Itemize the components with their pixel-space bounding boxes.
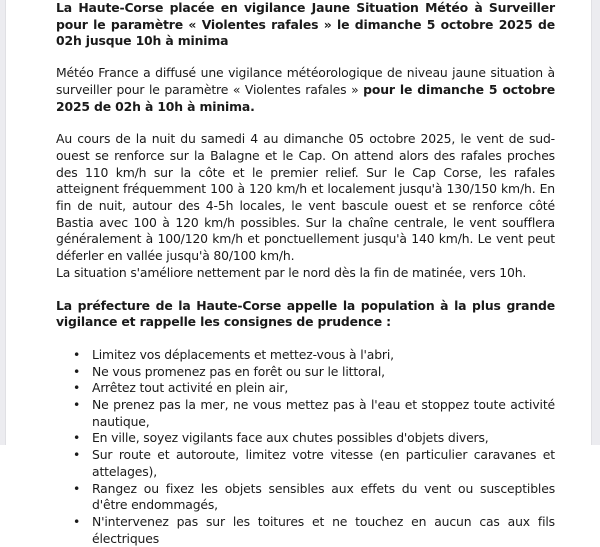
prefecture-appeal: La préfecture de la Haute-Corse appelle la population à la plus grande vigilance et rappelle les consignes de prudence : — [56, 297, 555, 330]
list-item — [56, 447, 555, 480]
bullet-icon: • — [73, 397, 81, 413]
bullet-icon: • — [73, 363, 81, 379]
list-item — [56, 380, 555, 397]
advice-list — [56, 347, 555, 547]
advice-text: N'intervenez pas sur les toitures et ne touchez en aucun cas aux fils électriques — [92, 513, 555, 546]
advice-text: Rangez ou fixez les objets sensibles aux effets du vent ou susceptibles d'être endommagés, — [92, 480, 555, 513]
list-item — [56, 364, 555, 381]
document-title: La Haute-Corse placée en vigilance Jaune Situation Météo à Surveiller pour le paramètre « Violentes rafales » le dimanche 5 octobre 2025 de 02h jusque 10h à minima — [56, 0, 555, 49]
list-item — [56, 514, 555, 547]
bullet-icon: • — [73, 430, 81, 446]
page-edge-right — [591, 0, 600, 445]
intro-bold-text: pour le dimanche 5 octobre 2025 de 02h à 10h à minima. — [56, 81, 555, 114]
list-item — [56, 347, 555, 364]
advice-text: En ville, soyez vigilants face aux chutes possibles d'objets divers, — [92, 430, 489, 446]
page-edge-left — [0, 0, 6, 445]
forecast-text: Au cours de la nuit du samedi 4 au dimanche 05 octobre 2025, le vent de sud-ouest se renforce sur la Balagne et le Cap. On attend alors des rafales proches des 110 km/h sur la côte et le premier relief. Sur le Cap Corse, les rafales atteignent fréquemment 100 à 120 km/h et localement jusqu'à 130/150 km/h. En fin de nuit, autour des 4-5h locales, le vent bascule ouest et se renforce côté Bastia avec 100 à 120 km/h possibles. Sur la chaîne centrale, le vent soufflera généralement à 100/120 km/h et ponctuellement jusqu'à 140 km/h. Le vent peut déferler en vallée jusqu'à 80/100 km/h. — [56, 131, 555, 264]
bullet-icon: • — [73, 513, 81, 529]
list-item — [56, 430, 555, 447]
document-content — [56, 0, 555, 547]
forecast-paragraph — [56, 131, 555, 281]
advice-text: Limitez vos déplacements et mettez-vous à l'abri, — [92, 346, 394, 362]
bullet-icon: • — [73, 380, 81, 396]
advice-text: Arrêtez tout activité en plein air, — [92, 380, 289, 396]
list-item — [56, 481, 555, 514]
list-item — [56, 397, 555, 430]
bullet-icon: • — [73, 346, 81, 362]
advice-text: Ne vous promenez pas en forêt ou sur le littoral, — [92, 363, 385, 379]
bullet-icon: • — [73, 480, 81, 496]
forecast-closing: La situation s'améliore nettement par le nord dès la fin de matinée, vers 10h. — [56, 264, 527, 280]
advice-text: Sur route et autoroute, limitez votre vitesse (en particulier caravanes et attelages), — [92, 447, 555, 479]
intro-paragraph — [56, 65, 555, 115]
advice-text: Ne prenez pas la mer, ne vous mettez pas à l'eau et stoppez toute activité nautique, — [92, 397, 555, 429]
intro-text: Météo France a diffusé une vigilance météorologique de niveau jaune situation à surveiller pour le paramètre « Violentes rafales » — [56, 65, 555, 97]
bullet-icon: • — [73, 447, 81, 463]
